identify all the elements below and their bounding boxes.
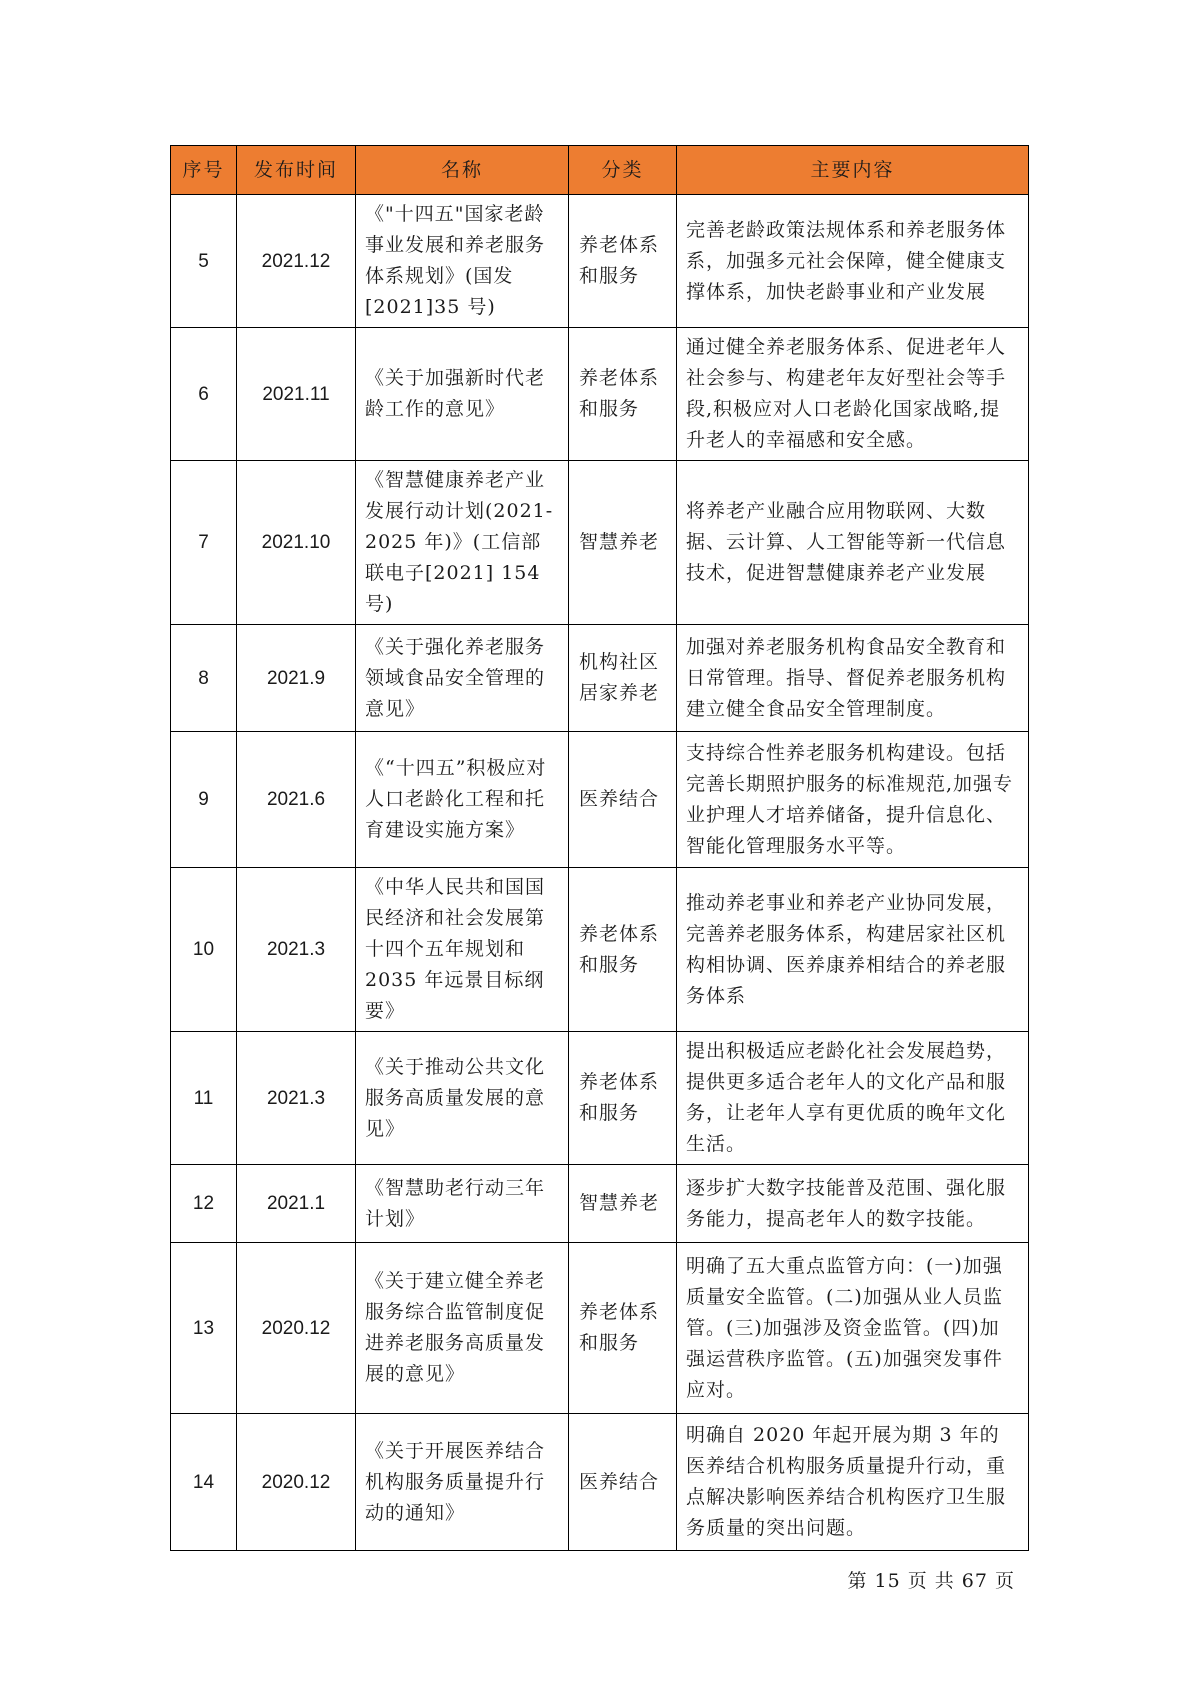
cell-date: 2021.10 (237, 461, 356, 625)
cell-content: 加强对养老服务机构食品安全教育和日常管理。指导、督促养老服务机构建立健全食品安全管理制度。 (677, 625, 1029, 732)
cell-name: 《"十四五"国家老龄事业发展和养老服务体系规划》(国发[2021]35 号) (356, 195, 569, 328)
cell-name: 《中华人民共和国国民经济和社会发展第十四个五年规划和 2035 年远景目标纲要》 (356, 868, 569, 1032)
header-no: 序号 (171, 146, 237, 195)
table-row (171, 625, 1029, 732)
cell-no: 9 (171, 732, 237, 868)
cell-name: 《智慧健康养老产业发展行动计划(2021-2025 年)》(工信部联电子[2021] 154 号) (356, 461, 569, 625)
table-header-row (171, 146, 1029, 195)
cell-content: 完善老龄政策法规体系和养老服务体系，加强多元社会保障，健全健康支撑体系，加快老龄事业和产业发展 (677, 195, 1029, 328)
cell-date: 2021.9 (237, 625, 356, 732)
cell-category: 养老体系和服务 (569, 1243, 677, 1414)
table-row (171, 732, 1029, 868)
header-date: 发布时间 (237, 146, 356, 195)
cell-content: 逐步扩大数字技能普及范围、强化服务能力，提高老年人的数字技能。 (677, 1165, 1029, 1243)
cell-no: 7 (171, 461, 237, 625)
header-name: 名称 (356, 146, 569, 195)
cell-name: 《关于开展医养结合机构服务质量提升行动的通知》 (356, 1414, 569, 1551)
cell-category: 养老体系和服务 (569, 868, 677, 1032)
cell-name: 《关于强化养老服务领域食品安全管理的意见》 (356, 625, 569, 732)
cell-content: 明确自 2020 年起开展为期 3 年的医养结合机构服务质量提升行动，重点解决影响医养结合机构医疗卫生服务质量的突出问题。 (677, 1414, 1029, 1551)
cell-category: 医养结合 (569, 732, 677, 868)
table-row (171, 1165, 1029, 1243)
cell-category: 养老体系和服务 (569, 1032, 677, 1165)
table-row (171, 1243, 1029, 1414)
page-number: 第 15 页 共 67 页 (847, 1570, 1015, 1592)
cell-no: 14 (171, 1414, 237, 1551)
cell-content: 通过健全养老服务体系、促进老年人社会参与、构建老年友好型社会等手段,积极应对人口老龄化国家战略,提升老人的幸福感和安全感。 (677, 328, 1029, 461)
cell-content: 支持综合性养老服务机构建设。包括完善长期照护服务的标准规范,加强专业护理人才培养储备，提升信息化、智能化管理服务水平等。 (677, 732, 1029, 868)
cell-date: 2021.12 (237, 195, 356, 328)
cell-category: 养老体系和服务 (569, 195, 677, 328)
table-row (171, 461, 1029, 625)
cell-category: 养老体系和服务 (569, 328, 677, 461)
table-row (171, 195, 1029, 328)
cell-no: 10 (171, 868, 237, 1032)
table-row (171, 328, 1029, 461)
cell-content: 将养老产业融合应用物联网、大数据、云计算、人工智能等新一代信息技术，促进智慧健康养老产业发展 (677, 461, 1029, 625)
cell-name: 《关于推动公共文化服务高质量发展的意见》 (356, 1032, 569, 1165)
cell-no: 6 (171, 328, 237, 461)
cell-date: 2020.12 (237, 1414, 356, 1551)
cell-date: 2021.1 (237, 1165, 356, 1243)
cell-content: 推动养老事业和养老产业协同发展，完善养老服务体系，构建居家社区机构相协调、医养康养相结合的养老服务体系 (677, 868, 1029, 1032)
cell-no: 13 (171, 1243, 237, 1414)
header-content: 主要内容 (677, 146, 1029, 195)
cell-name: 《关于加强新时代老龄工作的意见》 (356, 328, 569, 461)
cell-date: 2021.6 (237, 732, 356, 868)
policy-table (170, 145, 1029, 1551)
cell-no: 12 (171, 1165, 237, 1243)
cell-category: 智慧养老 (569, 461, 677, 625)
cell-name: 《“十四五”积极应对人口老龄化工程和托育建设实施方案》 (356, 732, 569, 868)
cell-no: 11 (171, 1032, 237, 1165)
cell-date: 2021.3 (237, 868, 356, 1032)
cell-category: 医养结合 (569, 1414, 677, 1551)
cell-date: 2021.11 (237, 328, 356, 461)
table-row (171, 1032, 1029, 1165)
table-row (171, 1414, 1029, 1551)
cell-date: 2020.12 (237, 1243, 356, 1414)
cell-content: 明确了五大重点监管方向：(一)加强质量安全监管。(二)加强从业人员监管。(三)加强涉及资金监管。(四)加强运营秩序监管。(五)加强突发事件应对。 (677, 1243, 1029, 1414)
cell-category: 机构社区居家养老 (569, 625, 677, 732)
cell-category: 智慧养老 (569, 1165, 677, 1243)
table-row (171, 868, 1029, 1032)
cell-date: 2021.3 (237, 1032, 356, 1165)
cell-name: 《关于建立健全养老服务综合监管制度促进养老服务高质量发展的意见》 (356, 1243, 569, 1414)
cell-no: 8 (171, 625, 237, 732)
cell-content: 提出积极适应老龄化社会发展趋势，提供更多适合老年人的文化产品和服务，让老年人享有更优质的晚年文化生活。 (677, 1032, 1029, 1165)
cell-no: 5 (171, 195, 237, 328)
cell-name: 《智慧助老行动三年计划》 (356, 1165, 569, 1243)
header-category: 分类 (569, 146, 677, 195)
